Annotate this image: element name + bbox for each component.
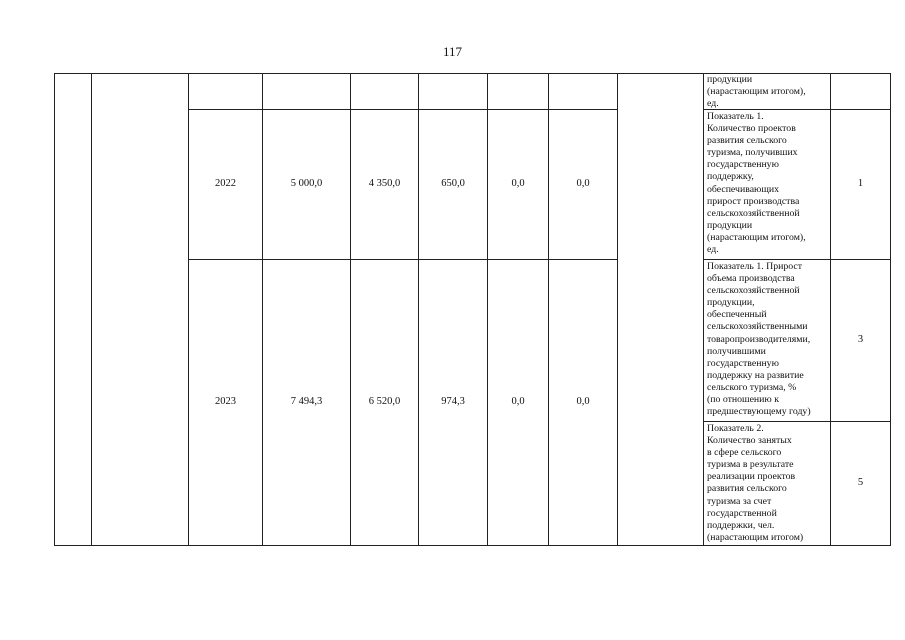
indicator-value: 3 (857, 334, 864, 346)
indicator-value: 1 (857, 178, 864, 190)
year-cell: 2023 (215, 396, 236, 408)
indicator-text: продукции (нарастающим итогом), ед. (707, 74, 806, 110)
indicator-value (831, 74, 890, 109)
column-border (91, 73, 92, 546)
column-border (890, 73, 891, 546)
value-cell: 974,3 (441, 396, 465, 408)
indicator-text: Показатель 1. Прирост объема производства сельскохозяйственной продукции, обеспеченный сельскохозяйственными товаропроизводителями, получившими государственную поддержку на развитие сельского туризма, % (по отношению к предшествующему году) (707, 261, 811, 418)
value-cell: 0,0 (511, 178, 525, 190)
value-cell: 650,0 (441, 178, 465, 190)
table-bottom-border (54, 545, 891, 546)
value-cell: 6 520,0 (368, 396, 401, 408)
value-cell: 0,0 (511, 396, 525, 408)
column-border (54, 73, 55, 546)
value-cell: 5 000,0 (290, 178, 323, 190)
value-cell: 0,0 (576, 178, 590, 190)
indicator-value: 5 (857, 477, 864, 489)
indicator-text: Показатель 1. Количество проектов развития сельского туризма, получивших государственную поддержку, обеспечивающих прирост производства сельскохозяйственной продукции (нарастающим итогом), ед. (707, 111, 806, 256)
page-number: 117 (442, 44, 463, 59)
value-cell: 4 350,0 (368, 178, 401, 190)
year-cell: 2022 (215, 178, 236, 190)
value-cell: 0,0 (576, 396, 590, 408)
column-border (617, 73, 618, 546)
indicator-text: Показатель 2. Количество занятых в сфере сельского туризма в результате реализации проектов развития сельского туризма за счет государственной поддержки, чел. (нарастающим итогом) (707, 423, 804, 543)
value-cell: 7 494,3 (290, 396, 323, 408)
